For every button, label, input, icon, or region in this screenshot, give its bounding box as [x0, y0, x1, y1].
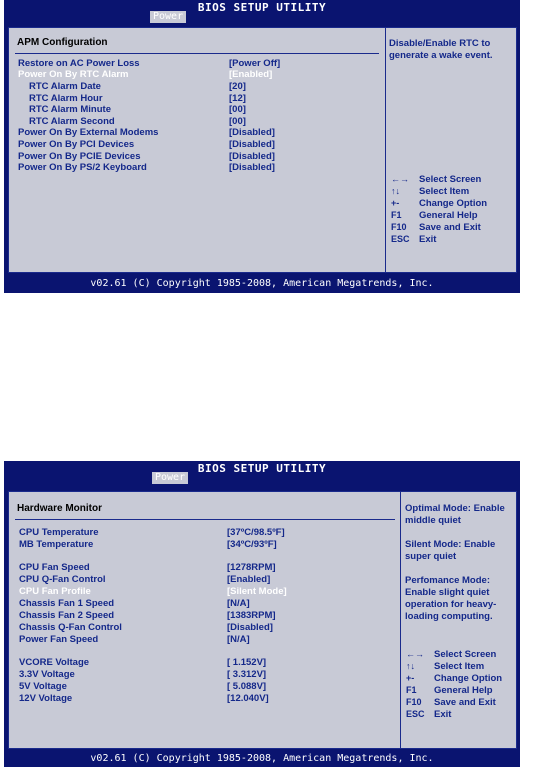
- setting-label: Power On By PCIE Devices: [18, 151, 141, 162]
- setting-label: RTC Alarm Hour: [29, 93, 103, 104]
- help-text: [405, 503, 515, 635]
- setting-label: Power On By PCI Devices: [18, 139, 135, 150]
- monitor-label: Chassis Fan 2 Speed: [19, 610, 115, 621]
- section-title: APM Configuration: [17, 37, 108, 48]
- up-down-arrows-icon: ↑↓: [406, 661, 415, 671]
- panel-divider: [400, 492, 401, 748]
- setting-label: Restore on AC Power Loss: [18, 58, 140, 69]
- monitor-value: [ 5.088V]: [227, 681, 267, 692]
- setting-value[interactable]: [Enabled]: [229, 69, 273, 80]
- setting-value[interactable]: [12]: [229, 93, 246, 104]
- monitor-value: [N/A]: [227, 598, 250, 609]
- setting-value[interactable]: [00]: [229, 104, 246, 115]
- setting-value[interactable]: [20]: [229, 81, 246, 92]
- setting-label: CPU Fan Profile: [19, 586, 91, 597]
- monitor-value: [12.040V]: [227, 693, 269, 704]
- setting-label: RTC Alarm Minute: [29, 104, 111, 115]
- monitor-label: 3.3V Voltage: [19, 669, 75, 680]
- title-bar: [4, 461, 520, 484]
- up-down-arrows-icon: ↑↓: [391, 186, 400, 196]
- setting-value[interactable]: [Disabled]: [229, 127, 275, 138]
- setting-label: CPU Q-Fan Control: [19, 574, 106, 585]
- content-panel: Hardware Monitor CPU Temperature [37ºC/98.5ºF] MB Temperature [34ºC/93ºF] CPU Fan Speed [1278RPM] CPU Q-Fan Control [Enabled] CPU Fan Profile [Silent Mode] Chassis Fan 1 Speed [N/A] Chassis Fan 2 Speed [1383RPM] Chassis Q-Fan Control [Disabled] Power Fan Speed [N/A] VCORE Voltage [ 1.152V] 3.3V Voltage [ 3.312V] 5V Voltage [ 5.088V] 12V Voltage [12.040V] Optimal Mode: Enable middle quiet Silent Mode: Enable super quiet Perfomance Mode: Enable slight quiet operation for heavy-loading computing. ←→ Select Screen ↑↓ Select Item +- Change Option F1 General Help F10 Save and Exit ESC Exit: [8, 491, 517, 749]
- setting-value[interactable]: [Power Off]: [229, 58, 281, 69]
- setting-value[interactable]: [Disabled]: [229, 151, 275, 162]
- bios-title: BIOS SETUP UTILITY: [197, 1, 327, 14]
- monitor-value: [ 1.152V]: [227, 657, 267, 668]
- monitor-label: Power Fan Speed: [19, 634, 99, 645]
- section-title: Hardware Monitor: [17, 503, 103, 514]
- setting-value[interactable]: [Silent Mode]: [227, 586, 287, 597]
- panel-divider: [385, 28, 386, 272]
- help-text: [389, 38, 513, 74]
- help-paragraph: Optimal Mode: Enable middle quiet: [405, 503, 505, 526]
- help-paragraph: Silent Mode: Enable super quiet: [405, 539, 496, 562]
- left-right-arrows-icon: ←→: [406, 649, 424, 659]
- setting-label: Power On By RTC Alarm: [18, 69, 129, 80]
- help-paragraph: Disable/Enable RTC to generate a wake event.: [389, 38, 493, 61]
- left-right-arrows-icon: ←→: [391, 174, 409, 184]
- monitor-value: [34ºC/93ºF]: [227, 539, 277, 550]
- tab-power[interactable]: Power: [152, 472, 188, 484]
- monitor-value: [N/A]: [227, 634, 250, 645]
- copyright-footer: v02.61 (C) Copyright 1985-2008, American Megatrends, Inc.: [90, 278, 434, 289]
- setting-label: Power On By External Modems: [18, 127, 159, 138]
- bios-title: BIOS SETUP UTILITY: [197, 462, 327, 475]
- copyright-footer: v02.61 (C) Copyright 1985-2008, American Megatrends, Inc.: [90, 753, 434, 764]
- bios-screen-apm: [4, 0, 520, 293]
- setting-value[interactable]: [Enabled]: [227, 574, 271, 585]
- tab-power[interactable]: Power: [150, 11, 186, 23]
- setting-value[interactable]: [Disabled]: [229, 162, 275, 173]
- setting-label: Chassis Q-Fan Control: [19, 622, 122, 633]
- setting-value[interactable]: [00]: [229, 116, 246, 127]
- monitor-label: 5V Voltage: [19, 681, 67, 692]
- monitor-value: [37ºC/98.5ºF]: [227, 527, 285, 538]
- monitor-label: CPU Temperature: [19, 527, 99, 538]
- setting-label: Power On By PS/2 Keyboard: [18, 162, 147, 173]
- monitor-label: 12V Voltage: [19, 693, 73, 704]
- setting-value[interactable]: [Disabled]: [229, 139, 275, 150]
- monitor-value: [ 3.312V]: [227, 669, 267, 680]
- section-divider: [15, 519, 395, 520]
- monitor-label: MB Temperature: [19, 539, 94, 550]
- monitor-value: [1278RPM]: [227, 562, 276, 573]
- content-panel: APM Configuration Restore on AC Power Loss [Power Off] Power On By RTC Alarm [Enabled] RTC Alarm Date [20] RTC Alarm Hour [12] RTC Alarm Minute [00] RTC Alarm Second [00] Power On By External Modems [Disabled] Power On By PCI Devices [Disabled] Power On By PCIE Devices [Disabled] Power On By PS/2 Keyboard [Disabled] Disable/Enable RTC to generate a wake event. ←→ Select Screen ↑↓ Select Item +- Change Option F1 General Help F10 Save and Exit ESC Exit: [8, 27, 517, 273]
- monitor-label: VCORE Voltage: [19, 657, 90, 668]
- monitor-label: Chassis Fan 1 Speed: [19, 598, 115, 609]
- section-divider: [15, 53, 379, 54]
- monitor-label: CPU Fan Speed: [19, 562, 90, 573]
- setting-value[interactable]: [Disabled]: [227, 622, 273, 633]
- setting-label: RTC Alarm Second: [29, 116, 115, 127]
- setting-label: RTC Alarm Date: [29, 81, 101, 92]
- title-bar: [4, 0, 520, 23]
- monitor-value: [1383RPM]: [227, 610, 276, 621]
- bios-screen-hardware-monitor: [4, 461, 520, 767]
- help-paragraph: Perfomance Mode: Enable slight quiet operation for heavy-loading computing.: [405, 575, 497, 622]
